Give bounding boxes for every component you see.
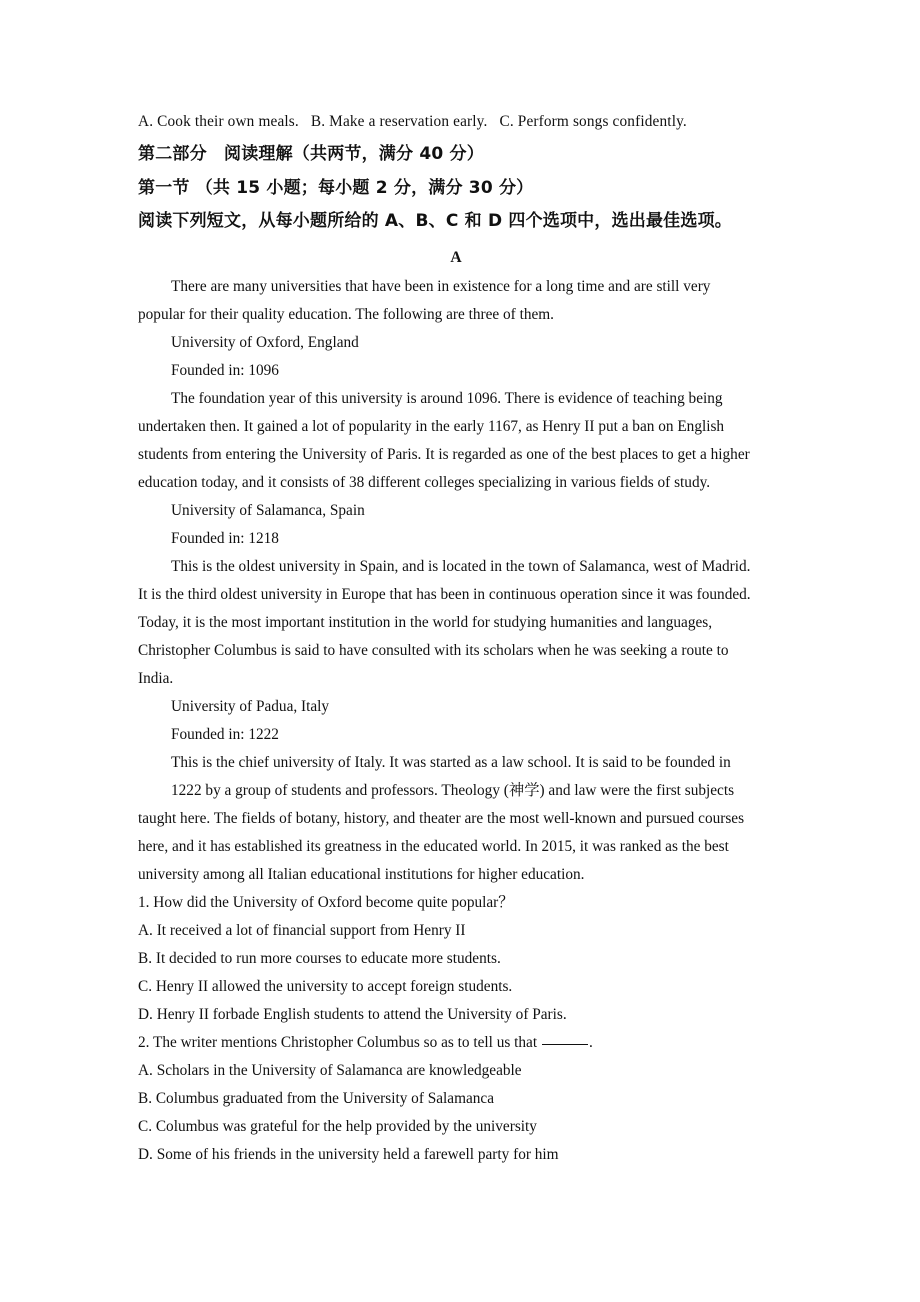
question-block [138,1029,782,1169]
question-stem: 1. How did the University of Oxford become quite popular？ [138,893,514,911]
passage-intro-paragraph [138,273,782,329]
passage-intro-line: There are many universities that have been in existence for a long time and are still very [171,277,711,295]
university-entry [138,693,782,889]
university-body-line: Today, it is the most important institution in the world for studying humanities and languages, [138,613,713,631]
university-entry [138,329,782,497]
university-body-line: India. [138,669,174,687]
university-body-line: Christopher Columbus is said to have consulted with its scholars when he was seeking a route to [138,641,729,659]
university-name: University of Padua, Italy [171,697,330,715]
university-body-line: 1222 by a group of students and professors. Theology (神学) and law were the first subjects [171,781,735,799]
previous-option-a: A. Cook their own meals. [138,113,299,130]
university-body-line: This is the chief university of Italy. It was started as a law school. It is said to be founded in [171,753,731,771]
question-option[interactable]: A. Scholars in the University of Salamanca are knowledgeable [138,1061,522,1079]
question-option[interactable]: C. Henry II allowed the university to accept foreign students. [138,977,513,995]
university-body-line: university among all Italian educational institutions for higher education. [138,865,585,883]
university-body-line: taught here. The fields of botany, history, and theater are the most well-known and pursued courses [138,809,745,827]
question-option[interactable]: B. Columbus graduated from the University of Salamanca [138,1089,494,1107]
question-block [138,889,782,1029]
previous-option-b: B. Make a reservation early. [310,113,488,130]
previous-question-options-line [138,108,782,136]
question-option[interactable]: B. It decided to run more courses to educate more students. [138,949,501,967]
university-body-line: undertaken then. It gained a lot of popularity in the early 1167, as Henry II put a ban on English [138,417,725,435]
question-option[interactable]: C. Columbus was grateful for the help provided by the university [138,1117,537,1135]
passage-letter: A [450,248,462,266]
university-founded: Founded in: 1218 [171,529,279,547]
university-body-line: students from entering the University of Paris. It is regarded as one of the best places to get a higher [138,445,750,463]
university-entry [138,497,782,693]
university-body-line: It is the third oldest university in Europe that has been in continuous operation since it was founded. [138,585,751,603]
university-body-line: education today, and it consists of 38 different colleges specializing in various fields of study. [138,473,711,491]
question-stem-text: 2. The writer mentions Christopher Columbus so as to tell us that [138,1033,541,1051]
question-option[interactable]: A. It received a lot of financial support from Henry II [138,921,466,939]
university-body-line: This is the oldest university in Spain, and is located in the town of Salamanca, west of Madrid. [171,557,751,575]
university-name: University of Oxford, England [171,333,359,351]
university-body-line: The foundation year of this university is around 1096. There is evidence of teaching being [171,389,723,407]
question-stem-tail: . [588,1033,593,1051]
reading-instruction: 阅读下列短文，从每小题所给的 A、B、C 和 D 四个选项中，选出最佳选项。 [138,211,732,231]
university-name: University of Salamanca, Spain [171,501,365,519]
question-option[interactable]: D. Henry II forbade English students to attend the University of Paris. [138,1005,567,1023]
question-option[interactable]: D. Some of his friends in the university held a farewell party for him [138,1145,559,1163]
answer-blank[interactable] [542,1044,588,1045]
university-body-line: here, and it has established its greatness in the educated world. In 2015, it was ranked as the best [138,837,729,855]
passage-intro-line: popular for their quality education. The following are three of them. [138,305,554,323]
section-heading: 第一节 （共 15 小题；每小题 2 分，满分 30 分） [138,177,534,198]
part-heading: 第二部分 阅读理解（共两节，满分 40 分） [138,144,484,164]
previous-option-c: C. Perform songs confidently. [499,113,687,130]
page-content [138,108,782,1169]
question-stem [138,1029,782,1057]
university-founded: Founded in: 1096 [171,361,279,379]
university-founded: Founded in: 1222 [171,725,279,743]
